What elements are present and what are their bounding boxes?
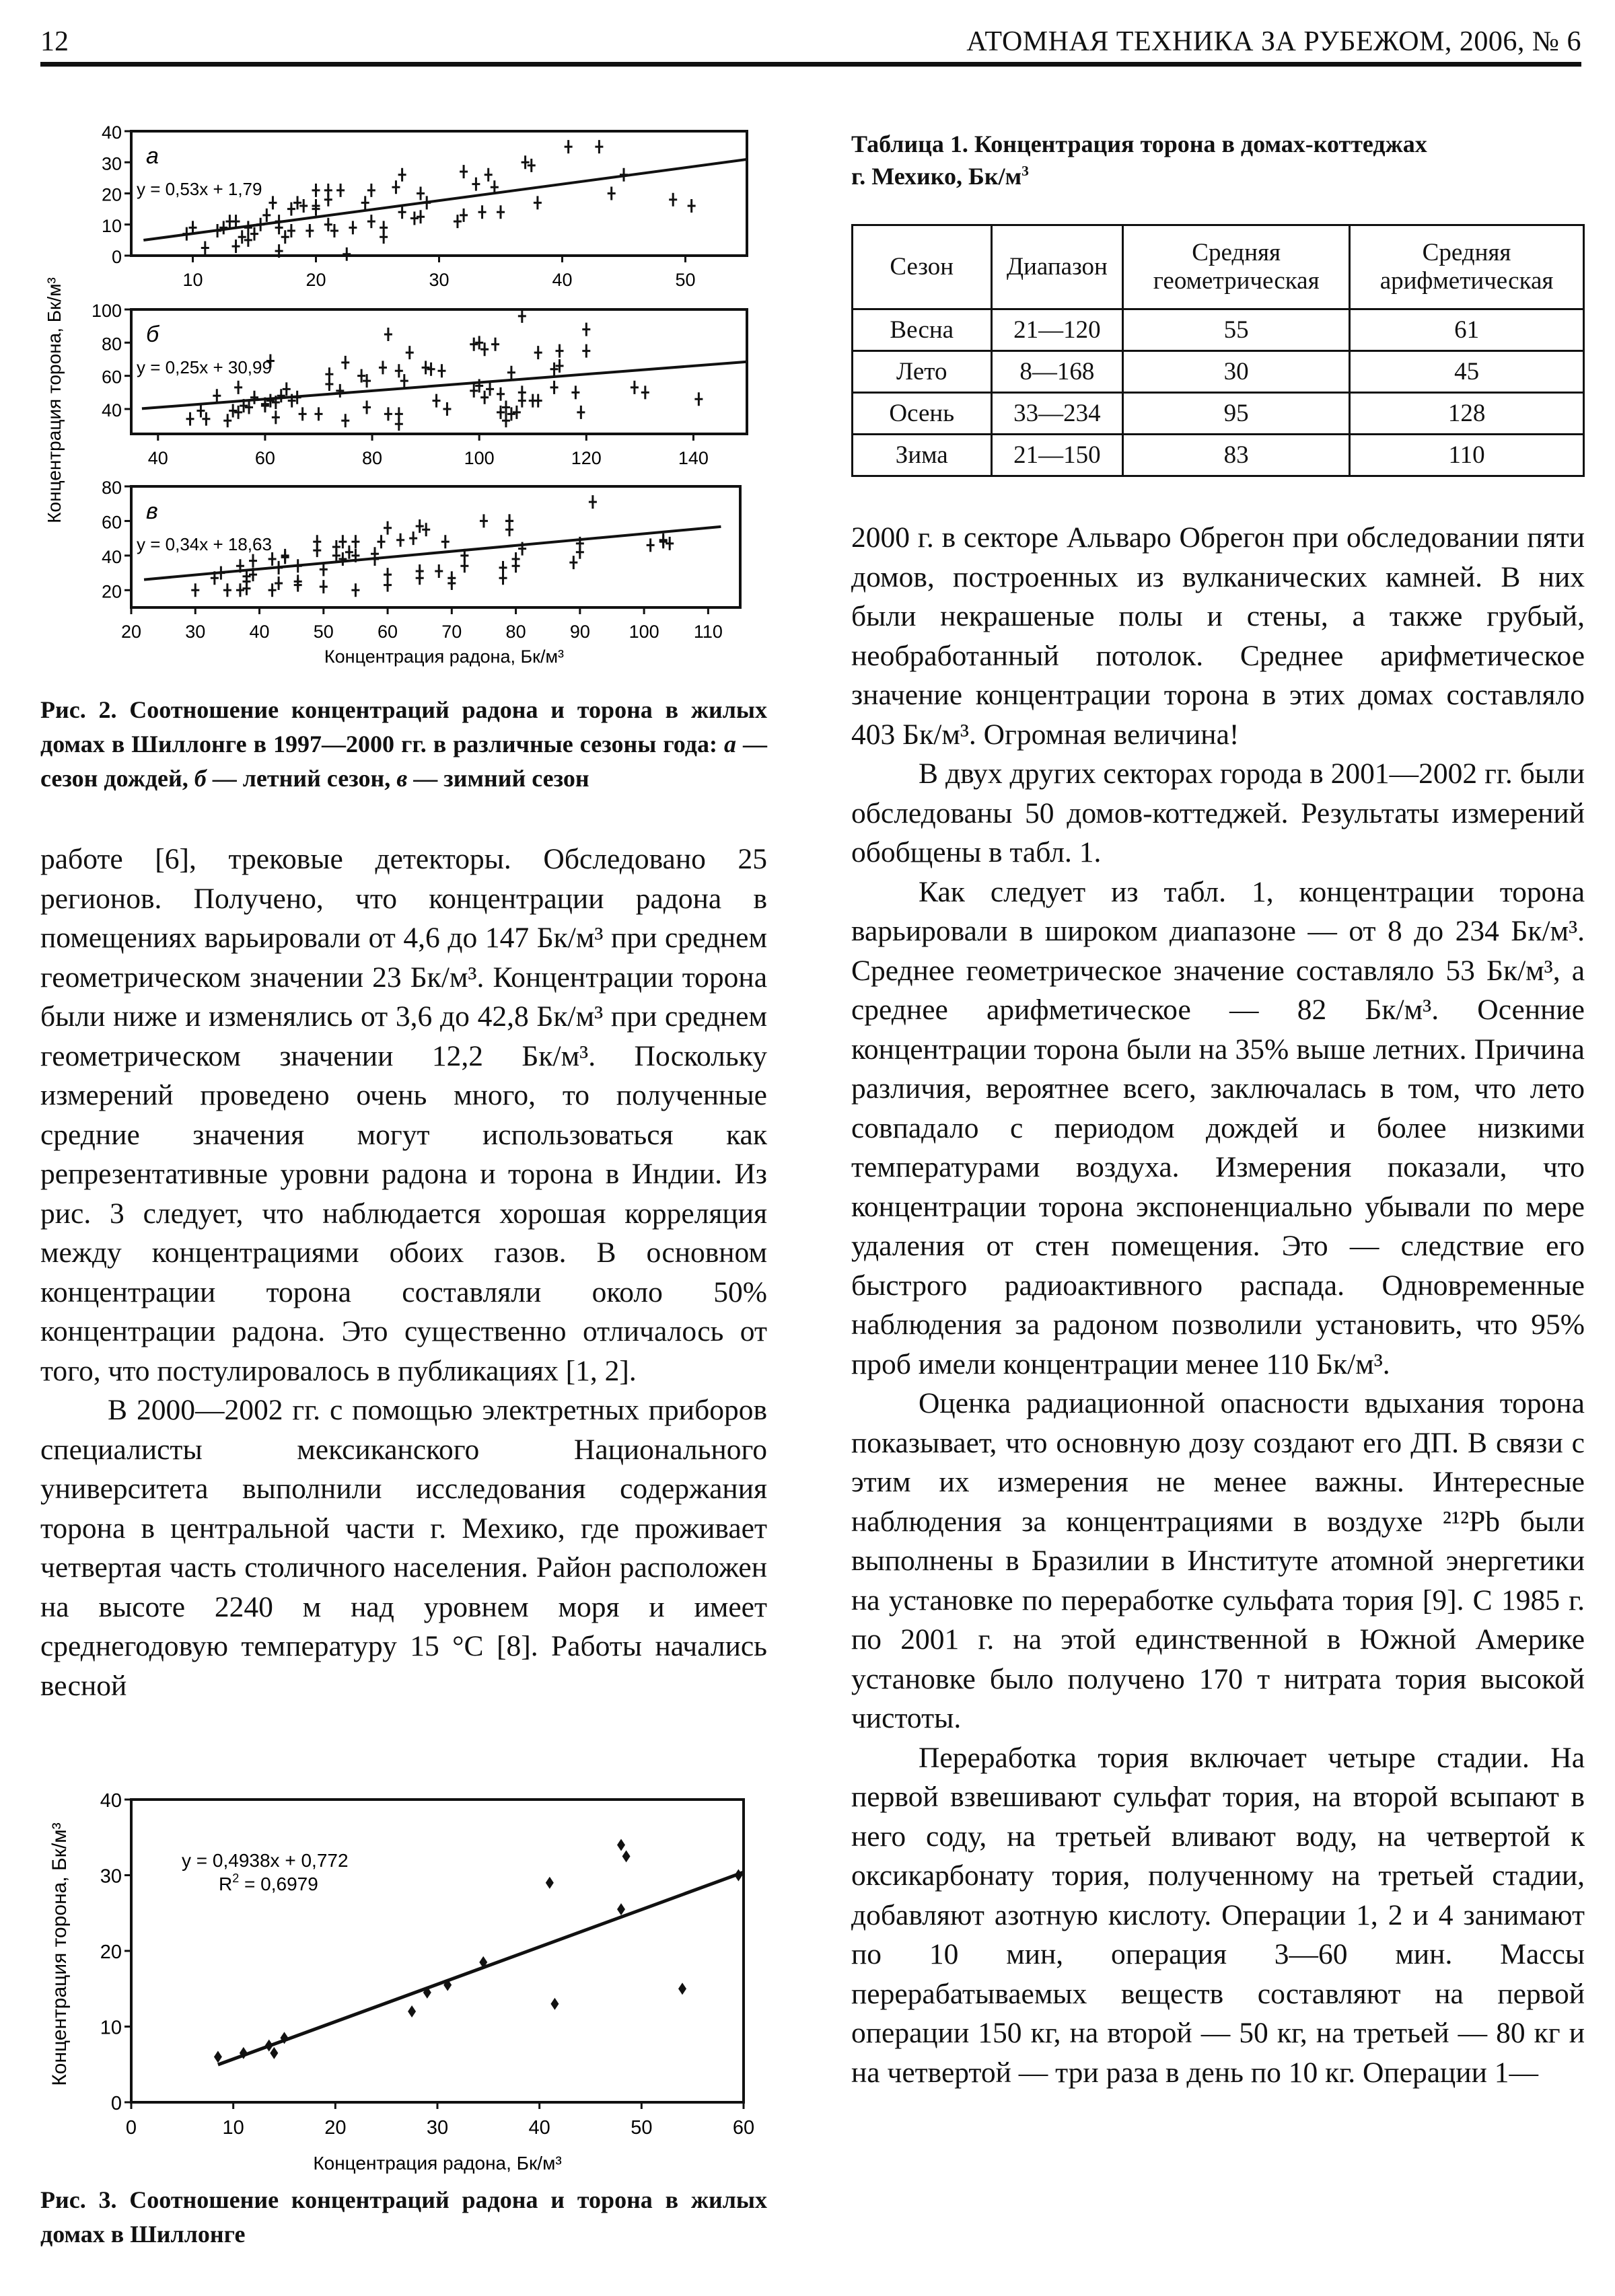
- x-tick-label: 70: [441, 622, 462, 642]
- data-point: [343, 248, 351, 261]
- data-point: [659, 533, 668, 547]
- data-point: [678, 1983, 686, 1995]
- data-point: [363, 401, 371, 414]
- trendline: [218, 1872, 744, 2065]
- data-point: [400, 374, 408, 387]
- data-point: [460, 559, 468, 572]
- data-point: [608, 187, 616, 200]
- table-cell: 21—120: [991, 309, 1123, 351]
- y-tick-label: 20: [101, 581, 122, 602]
- data-point: [589, 495, 597, 509]
- data-point: [565, 140, 573, 153]
- data-point: [505, 514, 513, 527]
- x-tick-label: 80: [505, 622, 526, 642]
- data-point: [341, 356, 349, 369]
- x-tick-label: 40: [552, 270, 573, 290]
- data-point: [336, 184, 345, 197]
- data-point: [620, 168, 628, 182]
- data-point: [395, 364, 403, 377]
- data-point: [507, 407, 515, 420]
- data-point: [470, 338, 478, 351]
- x-axis-label: Концентрация радона, Бк/м³: [313, 2153, 562, 2174]
- panel-label: а: [146, 143, 159, 169]
- data-point: [262, 209, 271, 222]
- data-point: [244, 233, 252, 247]
- data-point: [256, 218, 264, 231]
- right-body-text: [851, 518, 1585, 2092]
- data-point: [325, 377, 333, 391]
- data-point: [491, 338, 499, 351]
- data-point: [182, 227, 190, 241]
- x-tick-label: 50: [631, 2117, 653, 2139]
- data-point: [361, 196, 369, 209]
- data-point: [330, 224, 338, 237]
- column-header: Сезон: [853, 225, 992, 309]
- data-point: [351, 583, 359, 597]
- data-point: [281, 230, 289, 244]
- data-point: [281, 549, 289, 562]
- y-tick-label: 20: [100, 1941, 122, 1963]
- paragraph: В 2000—2002 гг. с помощью электретных приборов специалисты мексиканского Национального университета выполнили исследования содержания торона в центральной части г. Мехико, где проживает четвертая часть столичного населения. Район расположен на высоте 2240 м над уровнем моря и имеет среднегодовую температуру 15 °С [8]. Работы начались весной: [40, 1394, 767, 1702]
- x-tick-label: 20: [324, 2117, 347, 2139]
- x-tick-label: 0: [125, 2117, 137, 2139]
- y-tick-label: 60: [101, 512, 122, 533]
- paragraph: Переработка тория включает четыре стадии. На первой взвешивают сульфат тория, на второй всыпают в него соду, на третьей вливают воду, на четвертой к оксикарбонату тория, полученному на третьей стадии, добавляют азотную кислоту. Операции 1, 2 и 4 занимают по 10 мин, операция 3—60 мин. Массы перерабатываемых веществ составляют на первой операции 150 кг, на второй — 50 кг, на третьей — 80 кг и на четвертой — три раза в день по 10 кг. Операции 1—: [851, 1741, 1585, 2089]
- data-table: [851, 224, 1585, 477]
- y-tick-label: 0: [110, 2093, 122, 2114]
- data-point: [186, 412, 194, 426]
- y-tick-label: 80: [101, 334, 122, 355]
- data-point: [265, 2040, 273, 2052]
- data-point: [320, 580, 328, 593]
- table-cell: 45: [1350, 351, 1584, 393]
- data-point: [336, 384, 344, 398]
- data-point: [513, 406, 521, 419]
- data-point: [571, 385, 579, 399]
- x-tick-label: 50: [313, 622, 334, 642]
- table-cell: 30: [1123, 351, 1350, 393]
- data-point: [546, 1877, 554, 1889]
- data-point: [550, 1998, 559, 2010]
- data-point: [422, 523, 430, 536]
- data-point: [499, 571, 507, 585]
- data-point: [287, 202, 295, 216]
- regression-equation: y = 0,53x + 1,79: [137, 179, 262, 199]
- paragraph: В двух других секторах города в 2001—2002 гг. были обследованы 50 домов-коттеджей. Результаты измерений обобщены в табл. 1.: [851, 757, 1585, 868]
- figure-2: [40, 118, 767, 690]
- data-point: [550, 381, 559, 394]
- data-point: [518, 309, 526, 323]
- y-axis-label: Концентрация торона, Бк/м³: [44, 277, 65, 523]
- data-point: [294, 559, 302, 572]
- column-header: Средняя арифметическая: [1350, 225, 1584, 309]
- data-point: [384, 579, 392, 592]
- data-point: [196, 404, 205, 417]
- data-point: [223, 414, 231, 427]
- paragraph: Оценка радиационной опасности вдыхания торона показывает, что основную дозу создают его ДП. В связи с этим их измерения не менее важны. Интересные наблюдения за концентрациями в воздухе ²¹²Pb были выполнены в Бразилии в Институте атомной энергетики на установке по переработке сульфата тория [9]. С 1985 г. по 2001 г. на этой единственной в Южной Америке установке было получено 170 т нитрата тория высокой чистоты.: [851, 1387, 1585, 1734]
- data-point: [395, 417, 403, 431]
- paragraph: Как следует из табл. 1, концентрации торона варьировали в широком диапазоне — от 8 до 234 Бк/м³. Среднее геометрическое значение составляло 53 Бк/м³, а среднее арифметическое — 82 Бк/м³. Осенние концентрации торона были на 35% выше летних. Причина различия, вероятнее всего, заключалась в том, что лето совпадало с периодом дождей и более низкими температурами воздуха. Измерения показали, что концентрации торона экспоненциально убывали по мере удаления от стен помещения. Это — следствие его быстрого радиоактивного распада. Одновременные наблюдения за радоном позволили установить, что 95% проб имели концентрации менее 110 Бк/м³.: [851, 875, 1585, 1380]
- y-tick-label: 40: [101, 546, 122, 567]
- x-tick-label: 60: [378, 622, 398, 642]
- data-point: [384, 328, 392, 341]
- data-point: [410, 212, 419, 225]
- x-tick-label: 20: [306, 270, 326, 290]
- data-point: [312, 184, 320, 197]
- page-header: [40, 20, 1581, 67]
- data-point: [202, 412, 210, 426]
- data-point: [423, 196, 431, 209]
- x-tick-label: 50: [675, 270, 696, 290]
- data-point: [299, 199, 308, 213]
- data-point: [497, 387, 505, 401]
- data-point: [641, 385, 649, 399]
- data-point: [441, 535, 450, 548]
- data-point: [408, 2005, 416, 2017]
- x-tick-label: 30: [426, 2117, 449, 2139]
- data-point: [250, 391, 258, 404]
- y-tick-label: 30: [101, 153, 122, 174]
- data-point: [341, 414, 349, 427]
- y-tick-label: 60: [101, 367, 122, 387]
- table-cell: Зима: [853, 435, 992, 476]
- y-tick-label: 40: [100, 1793, 122, 1812]
- data-point: [219, 221, 227, 234]
- data-point: [582, 344, 590, 358]
- data-point: [223, 583, 231, 597]
- table-row: [853, 309, 1584, 351]
- journal-title: АТОМНАЯ ТЕХНИКА ЗА РУБЕЖОМ, 2006, № 6: [966, 26, 1581, 57]
- data-point: [480, 342, 489, 356]
- data-point: [293, 391, 301, 404]
- data-point: [534, 346, 542, 359]
- x-tick-label: 10: [182, 270, 203, 290]
- table-cell: 55: [1123, 309, 1350, 351]
- data-point: [416, 519, 424, 533]
- data-point: [550, 363, 559, 376]
- data-point: [213, 389, 221, 402]
- data-point: [507, 366, 515, 379]
- x-tick-label: 20: [120, 622, 142, 642]
- data-point: [384, 407, 392, 420]
- x-tick-label: 40: [528, 2117, 550, 2139]
- data-point: [270, 2047, 278, 2059]
- data-point: [306, 224, 314, 237]
- data-point: [582, 323, 590, 336]
- data-point: [324, 218, 332, 231]
- data-point: [454, 215, 462, 228]
- data-point: [299, 407, 307, 420]
- data-point: [460, 209, 468, 222]
- data-point: [250, 227, 258, 241]
- data-point: [534, 394, 542, 408]
- data-point: [437, 364, 445, 377]
- data-point: [409, 531, 417, 545]
- y-tick-label: 40: [101, 400, 122, 420]
- data-point: [480, 391, 489, 404]
- data-point: [417, 187, 425, 200]
- y-tick-label: 0: [111, 247, 122, 267]
- data-point: [244, 221, 252, 234]
- data-point: [666, 537, 674, 550]
- data-point: [497, 205, 505, 219]
- trendline: [143, 159, 747, 240]
- data-point: [392, 180, 400, 194]
- data-point: [313, 535, 321, 548]
- data-point: [486, 382, 494, 396]
- data-point: [379, 361, 387, 374]
- x-tick-label: 10: [222, 2117, 244, 2139]
- y-tick-label: 10: [101, 215, 122, 236]
- data-point: [576, 546, 584, 559]
- regression-equation: y = 0,25x + 30,99: [137, 357, 272, 377]
- data-point: [268, 196, 277, 209]
- data-point: [378, 535, 386, 548]
- page-number: 12: [40, 26, 69, 57]
- data-point: [416, 571, 424, 585]
- data-point: [518, 394, 526, 408]
- data-point: [556, 344, 564, 358]
- table-1-title: Таблица 1. Концентрация торона в домах-коттеджах г. Мехико, $Бк/м^3$: [851, 131, 1427, 190]
- x-tick-label: 110: [693, 622, 723, 642]
- data-point: [734, 1869, 742, 1882]
- data-point: [480, 514, 488, 527]
- data-point: [502, 414, 510, 427]
- data-point: [245, 401, 253, 414]
- data-point: [398, 205, 406, 219]
- data-point: [433, 394, 441, 408]
- data-point: [345, 546, 353, 559]
- data-point: [396, 533, 404, 547]
- regression-equation: y = 0,34x + 18,63: [137, 534, 272, 554]
- data-point: [435, 564, 443, 578]
- table-cell: 95: [1123, 393, 1350, 435]
- data-point: [569, 556, 577, 569]
- left-body-text: [40, 840, 767, 1705]
- table-cell: 110: [1350, 435, 1584, 476]
- paragraph: 2000 г. в секторе Альваро Обрегон при обследовании пяти домов, построенных из вулканических камней. В них были некрашеные полы и стены, а также грубый, необработанный потолок. Среднее арифметическое значение концентрации торона в этих домах составляло 403 Бк/м³. Огромная величина!: [851, 521, 1585, 751]
- table-cell: 61: [1350, 309, 1584, 351]
- table-row: [853, 351, 1584, 393]
- regression-equation: y = 0,4938x + 0,772: [182, 1850, 349, 1871]
- data-point: [234, 381, 242, 394]
- data-point: [485, 168, 493, 182]
- x-tick-label: 120: [571, 448, 602, 468]
- column-header: Диапазон: [991, 225, 1123, 309]
- table-cell: 83: [1123, 435, 1350, 476]
- data-point: [472, 178, 480, 191]
- data-point: [312, 202, 320, 216]
- x-tick-label: 30: [185, 622, 206, 642]
- data-point: [512, 559, 520, 572]
- data-point: [617, 1903, 625, 1915]
- table-cell: 8—168: [991, 351, 1123, 393]
- table-cell: Лето: [853, 351, 992, 393]
- data-point: [294, 579, 302, 592]
- data-point: [349, 221, 357, 234]
- x-tick-label: 100: [629, 622, 659, 642]
- data-point: [577, 406, 585, 419]
- data-point: [287, 224, 295, 237]
- y-tick-label: 10: [100, 2017, 122, 2039]
- y-tick-label: 40: [101, 122, 122, 143]
- x-tick-label: 140: [678, 448, 709, 468]
- data-point: [427, 363, 435, 376]
- x-tick-label: 90: [569, 622, 590, 642]
- paragraph: работе [6], трековые детекторы. Обследовано 25 регионов. Получено, что концентрации радона в помещениях варьировали от 4,6 до 147 Бк/м³ при среднем геометрическом значении 23 Бк/м³. Концентрации торона были ниже и изменялись от 3,6 до 42,8 Бк/м³ при среднем геометрическом значении 12,2 Бк/м³. Поскольку измерений проведено очень много, то полученные средние значения могут использоваться как репрезентативные уровни радона и торона в Индии. Из рис. 3 следует, что наблюдается хорошая корреляция между концентрациями обоих газов. В основном концентрации торона составляли около 50% концентрации радона. Это существенно отличалось от того, что постулировалось в публикациях [1, 2].: [40, 843, 767, 1387]
- data-point: [398, 168, 406, 182]
- data-point: [272, 410, 280, 424]
- x-tick-label: 40: [147, 448, 168, 468]
- data-point: [534, 196, 542, 209]
- data-point: [688, 199, 696, 213]
- data-point: [238, 230, 246, 244]
- figure-3-chart: [40, 1793, 767, 2176]
- data-point: [293, 196, 301, 209]
- data-point: [314, 407, 322, 420]
- data-point: [522, 155, 530, 169]
- figure-2-chart: [40, 118, 767, 686]
- figure-3: [40, 1793, 767, 2180]
- data-point: [475, 336, 483, 349]
- data-point: [367, 215, 375, 228]
- panel-label: б: [146, 322, 159, 347]
- y-tick-label: 100: [91, 301, 122, 321]
- x-tick-label: 30: [429, 270, 450, 290]
- data-point: [268, 583, 277, 597]
- data-point: [647, 538, 655, 552]
- data-point: [268, 552, 277, 566]
- data-point: [406, 346, 414, 359]
- y-tick-label: 30: [100, 1865, 122, 1888]
- table-cell: 21—150: [991, 435, 1123, 476]
- data-point: [229, 404, 237, 417]
- data-point: [617, 1839, 625, 1851]
- r-squared: $R^2 = 0,6979$: [219, 1872, 318, 1894]
- data-point: [236, 583, 244, 597]
- data-point: [214, 2051, 222, 2063]
- column-header: Средняя геометрическая: [1123, 225, 1350, 309]
- y-tick-label: 20: [101, 184, 122, 205]
- data-point: [191, 583, 199, 597]
- data-point: [332, 549, 340, 562]
- data-point: [338, 552, 347, 566]
- figure-3-caption: Рис. 3. Соотношение концентраций радона и торона в жилых домах в Шиллонге: [40, 2186, 767, 2248]
- data-point: [622, 1850, 631, 1862]
- plot-frame: [131, 1800, 744, 2102]
- data-point: [234, 406, 242, 419]
- data-point: [249, 554, 257, 568]
- figure-2-caption: Рис. 2. Соотношение концентраций радона и торона в жилых домах в Шиллонге в 1997—2000 гг. в различные сезоны года: а — сезон дождей, б — летний сезон, в — зимний сезон: [40, 696, 767, 792]
- table-cell: 33—234: [991, 393, 1123, 435]
- data-point: [380, 221, 388, 234]
- x-tick-label: 100: [464, 448, 495, 468]
- x-tick-label: 60: [254, 448, 275, 468]
- data-point: [351, 535, 359, 548]
- data-point: [324, 193, 332, 207]
- data-point: [367, 184, 375, 197]
- data-point: [422, 361, 430, 374]
- data-point: [232, 239, 240, 253]
- data-point: [417, 210, 425, 223]
- data-point: [213, 224, 221, 237]
- data-point: [277, 389, 285, 402]
- table-cell: 128: [1350, 393, 1584, 435]
- y-tick-label: 80: [101, 478, 122, 498]
- data-point: [669, 193, 677, 207]
- table-1: [851, 224, 1585, 477]
- table-row: [853, 393, 1584, 435]
- data-point: [556, 359, 564, 373]
- table-row: [853, 435, 1584, 476]
- data-point: [275, 577, 283, 590]
- table-cell: Осень: [853, 393, 992, 435]
- y-axis-label: Концентрация торона, Бк/м³: [48, 1822, 71, 2086]
- data-point: [478, 205, 487, 219]
- panel-label: в: [146, 498, 158, 524]
- data-point: [443, 402, 451, 416]
- table-cell: Весна: [853, 309, 992, 351]
- data-point: [631, 381, 639, 394]
- data-point: [460, 165, 468, 178]
- data-point: [275, 561, 283, 575]
- x-axis-label: Концентрация радона, Бк/м³: [324, 646, 565, 667]
- data-point: [528, 159, 536, 172]
- x-tick-label: 40: [249, 622, 270, 642]
- data-point: [201, 241, 209, 254]
- x-tick-label: 80: [362, 448, 383, 468]
- x-tick-label: 60: [732, 2117, 755, 2139]
- data-point: [384, 521, 392, 535]
- data-point: [694, 392, 703, 406]
- data-point: [283, 382, 291, 396]
- data-point: [595, 140, 603, 153]
